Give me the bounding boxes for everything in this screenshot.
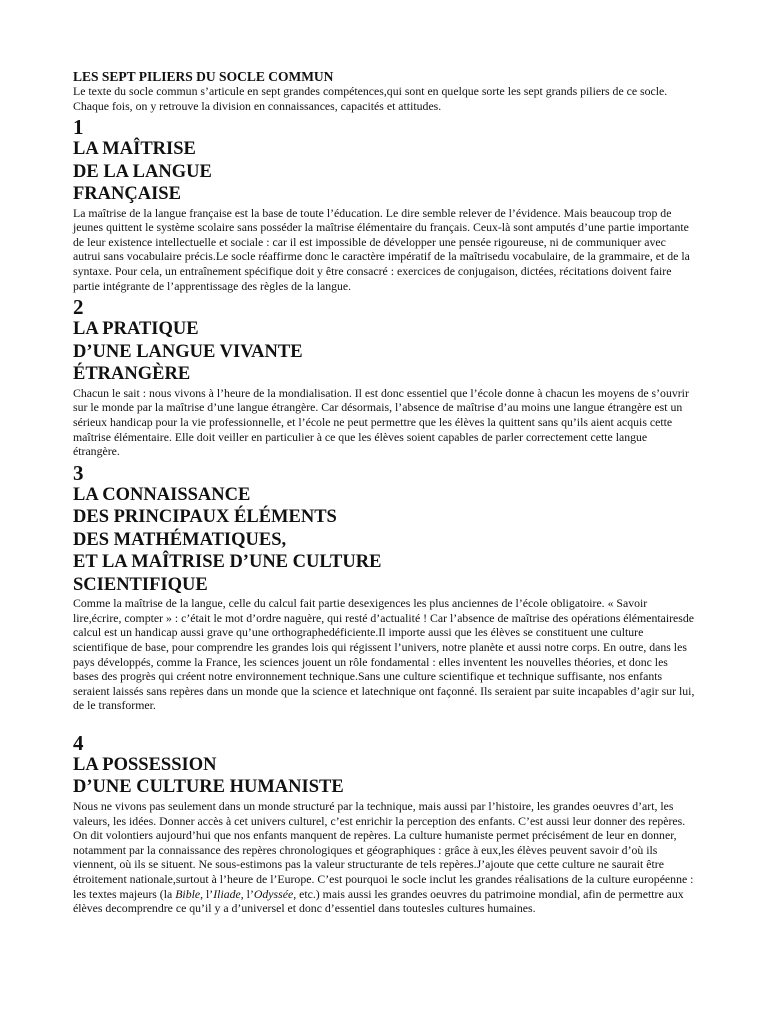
section-heading-line: SCIENTIFIQUE xyxy=(73,574,208,595)
section-1 xyxy=(73,116,695,293)
section-heading xyxy=(73,138,695,206)
section-body xyxy=(73,799,695,916)
body-text: , etc.) mais aussi les grandes oeuvres du patrimoine mondial, afin de permettre aux élèves decomprendre ce qu’il y a d’universel et donc d’essentiel dans toutesles cultures humaines. xyxy=(73,886,684,916)
book-title-bible: Bible xyxy=(175,886,201,901)
body-text: Nous ne vivons pas seulement dans un monde structuré par la technique, mais aussi par l’histoire, les grandes oeuvres d’art, les valeurs, les idées. Donner accès à cet univers culturel, c’est enrichir la perception des enfants. C’est aussi leur donner des repères. On dit volontiers aujourd’hui que nos enfants manquent de repères. La culture humaniste permet précisément de leur en donner, notamment par la connaissance des repères chronologiques et géographiques : grâce à eux,les élèves peuvent savoir d’où ils viennent, où ils se situent. Ne sous-estimons pas la valeur structurante de tels repères.J’ajoute que cette culture ne saurait être étroitement nationale,surtout à l’heure de l’Europe. C’est pourquoi le socle inclut les grandes réalisations de la culture européenne : les textes majeurs (la xyxy=(73,798,694,901)
section-body: Chacun le sait : nous vivons à l’heure de la mondialisation. Il est donc essentiel que l’école donne à chacun les moyens de s’ouvrir sur le monde par la maîtrise d’une langue étrangère. Car désormais, l’absence de maîtrise d’au moins une langue étrangère est un sérieux handicap pour la vie professionnelle, et l’école ne peut permettre que les élèves la quittent sans qu’ils aient acquis cette maîtrise élémentaire. Elle doit veiller en particulier à ce que les élèves soient capables de parler correctement cette langue étrangère. xyxy=(73,385,689,459)
section-3 xyxy=(73,462,695,713)
section-heading xyxy=(73,754,695,799)
section-heading-line: ET LA MAÎTRISE D’UNE CULTURE xyxy=(73,552,382,573)
section-heading-line: DE LA LANGUE xyxy=(73,161,212,182)
document-title: LES SEPT PILIERS DU SOCLE COMMUN xyxy=(73,69,334,84)
section-number: 2 xyxy=(73,295,84,320)
section-heading-line: ÉTRANGÈRE xyxy=(73,364,191,385)
body-text: , l’ xyxy=(200,886,214,901)
section-heading-line: LA CONNAISSANCE xyxy=(73,484,251,505)
section-number: 1 xyxy=(73,115,84,140)
intro-paragraph: Le texte du socle commun s’articule en sept grandes compétences,qui sont en quelque sorte les sept grands piliers de ce socle. Chaque fois, on y retrouve la division en connaissances, capacités et attitudes. xyxy=(73,84,668,113)
section-heading-line: LA POSSESSION xyxy=(73,754,217,775)
section-heading xyxy=(73,484,695,597)
section-heading-line: D’UNE LANGUE VIVANTE xyxy=(73,341,303,362)
section-heading-line: D’UNE CULTURE HUMANISTE xyxy=(73,777,344,798)
section-heading xyxy=(73,318,695,386)
section-spacer xyxy=(73,713,695,729)
section-heading-line: LA PRATIQUE xyxy=(73,319,199,340)
section-body: La maîtrise de la langue française est la base de toute l’éducation. Le dire semble relever de l’évidence. Mais beaucoup trop de jeunes quittent le système scolaire sans posséder la maîtrise élémentaire du français. Ceux-là sont amputés d’une partie importante de leur existence intellectuelle et sociale : car il est impossible de développer une pensée rigoureuse, ni de communiquer avec autrui sans vocabulaire précis.Le socle réaffirme donc le caractère impératif de la maîtrisedu vocabulaire, de la grammaire, et de la syntaxe. Pour cela, un entraînement spécifique doit y être consacré : exercices de conjugaison, dictées, récitations doivent faire partie intégrante de l’apprentissage des règles de la langue. xyxy=(73,205,690,293)
section-number: 4 xyxy=(73,730,84,755)
document-content xyxy=(73,69,695,916)
section-body: Comme la maîtrise de la langue, celle du calcul fait partie desexigences les plus anciennes de l’école obligatoire. « Savoir lire,écrire, compter » : c’était le mot d’ordre naguère, qui resté d’actualité ! Car l’absence de maîtrise des opérations élémentairesde calcul est un handicap aussi grave qu’une orthographedéficiente.Il importe aussi que les élèves se constituent une culture scientifique de base, pour comprendre les grandes lois qui régissent l’univers, notre planète et aussi notre corps. En outre, dans les pays développés, comme la France, les sciences jouent un rôle fondamental : elles inventent les nouvelles théories, et donc les bases des progrès qui créent notre environnement technique.Sans une culture scientifique et technique suffisante, nos enfants seraient laissés sans repères dans un monde que la science et latechnique ont façonné. Ils seraient par suite incapables d’agir sur lui, de le transformer. xyxy=(73,596,695,713)
section-heading-line: FRANÇAISE xyxy=(73,184,181,205)
section-number: 3 xyxy=(73,460,84,485)
book-title-odyssee: Odyssée xyxy=(253,886,294,901)
body-text: , l’ xyxy=(240,886,254,901)
section-4 xyxy=(73,732,695,916)
section-heading-line: LA MAÎTRISE xyxy=(73,139,196,160)
section-heading-line: DES MATHÉMATIQUES, xyxy=(73,529,287,550)
section-2 xyxy=(73,296,695,458)
book-title-iliade: Iliade xyxy=(213,886,241,901)
section-heading-line: DES PRINCIPAUX ÉLÉMENTS xyxy=(73,507,337,528)
